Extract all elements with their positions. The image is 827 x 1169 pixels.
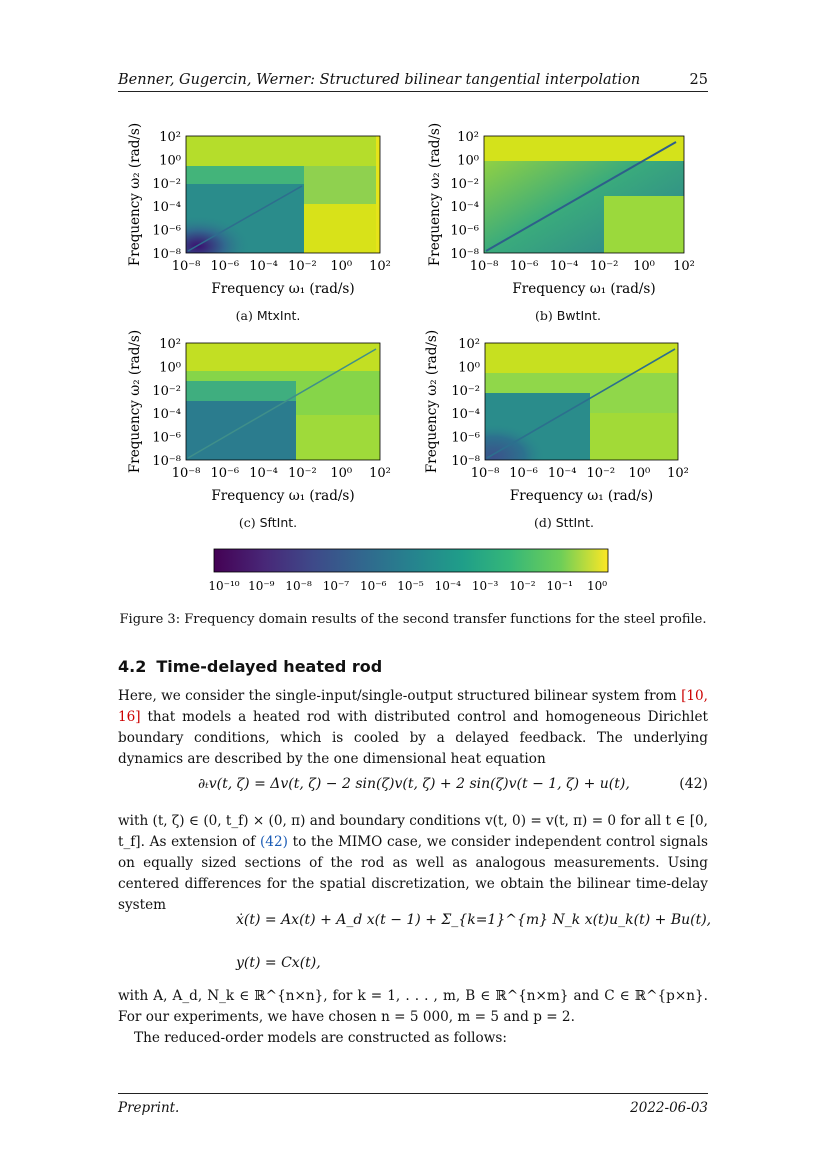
caption-d: (d) SttInt. xyxy=(534,515,594,530)
para1-text-a: Here, we consider the single-input/single-output structured bilinear system from xyxy=(118,688,682,704)
paragraph-4: The reduced-order models are constructed as follows: xyxy=(134,1030,507,1046)
footer xyxy=(118,1100,708,1116)
equation-42: ∂ₜv(t, ζ) = Δv(t, ζ) − 2 sin(ζ)v(t, ζ) + 2 sin(ζ)v(t − 1, ζ) + u(t), xyxy=(198,776,630,792)
x-tick-label: 10⁻⁶ xyxy=(210,466,240,481)
x-tick-label: 10⁻⁶ xyxy=(210,259,240,274)
colorbar xyxy=(210,545,620,599)
x-tick-label: 10⁰ xyxy=(330,466,353,481)
heatmap-b xyxy=(426,122,706,301)
para2-text-b: to the MIMO case, we consider independent control signals on equally sized sections of the rod as well as analogous measurements. Using centered differences for the spatial discretization, we obtain the bilinear time-delay system xyxy=(118,834,708,913)
y-tick-label: 10⁻⁶ xyxy=(152,223,181,239)
y-axis-label: Frequency ω₂ (rad/s) xyxy=(127,122,143,267)
x-tick-label: 10² xyxy=(673,259,695,274)
footer-date: 2022-06-03 xyxy=(630,1100,708,1116)
footer-rule xyxy=(118,1093,708,1094)
x-tick-label: 10⁻⁴ xyxy=(547,466,577,481)
paragraph-2 xyxy=(118,811,708,916)
page-number: 25 xyxy=(689,72,708,88)
x-tick-label: 10² xyxy=(369,466,391,481)
y-tick-label: 10⁻⁴ xyxy=(152,200,181,216)
y-tick-label: 10² xyxy=(159,337,181,352)
x-tick-label: 10² xyxy=(369,259,391,274)
y-tick-label: 10⁻⁸ xyxy=(450,247,479,262)
y-tick-label: 10² xyxy=(458,337,480,352)
equation-number-42: (42) xyxy=(679,776,708,792)
x-tick-label: 10⁻⁶ xyxy=(509,466,538,481)
heatmap-a xyxy=(126,122,406,301)
x-tick-label: 10⁻⁴ xyxy=(549,259,579,274)
colorbar-svg xyxy=(210,545,620,595)
colorbar-tick-label: 10⁻⁴ xyxy=(434,579,462,593)
section-title: Time-delayed heated rod xyxy=(156,657,383,676)
x-tick-label: 10⁻² xyxy=(288,259,317,274)
y-tick-label: 10⁻⁶ xyxy=(451,430,480,446)
y-axis-label: Frequency ω₂ (rad/s) xyxy=(424,329,440,474)
x-tick-label: 10⁰ xyxy=(633,259,655,274)
x-tick-label: 10⁻⁴ xyxy=(249,466,278,481)
y-tick-label: 10⁻⁶ xyxy=(450,223,479,239)
colorbar-tick-label: 10⁻³ xyxy=(471,579,499,593)
y-tick-label: 10⁻⁴ xyxy=(450,200,479,216)
caption-a: (a) MtxInt. xyxy=(235,308,301,323)
para2-text-a: with (t, ζ) ∈ (0, t_f) × (0, π) and boundary conditions v(t, 0) = v(t, π) = 0 for all t ∈ [0, t_f]. As extension of xyxy=(118,813,708,850)
x-tick-label: 10⁻⁴ xyxy=(249,259,278,274)
y-tick-label: 10⁻⁸ xyxy=(451,454,480,469)
x-tick-label: 10⁰ xyxy=(628,466,651,481)
colorbar-tick-label: 10⁻¹ xyxy=(546,579,573,593)
y-tick-label: 10⁰ xyxy=(457,153,479,169)
x-tick-label: 10⁻⁸ xyxy=(470,466,500,481)
equation-ref-link[interactable]: (42) xyxy=(260,834,288,850)
header-rule xyxy=(118,91,708,92)
colorbar-tick-label: 10⁻¹⁰ xyxy=(208,579,240,593)
heatmap-d xyxy=(423,329,703,508)
system-equation-line1: ẋ(t) = Ax(t) + A_d x(t − 1) + Σ_{k=1}^{m} N_k x(t)u_k(t) + Bu(t), xyxy=(236,912,712,928)
para1-text-b: that models a heated rod with distributed control and homogeneous Dirichlet boundary conditions, which is cooled by a delayed feedback. The underlying dynamics are described by the one dimensional heat equation xyxy=(118,709,708,767)
footer-left: Preprint. xyxy=(118,1100,180,1116)
colorbar-tick-label: 10⁻² xyxy=(509,579,536,593)
panel-b xyxy=(426,122,706,305)
x-tick-label: 10⁻⁸ xyxy=(171,466,201,481)
y-tick-label: 10⁻² xyxy=(451,383,480,399)
y-axis-label: Frequency ω₂ (rad/s) xyxy=(427,122,443,267)
running-header xyxy=(118,72,708,88)
colorbar-tick-label: 10⁻⁷ xyxy=(322,579,350,593)
y-axis-label: Frequency ω₂ (rad/s) xyxy=(127,329,143,474)
y-tick-label: 10⁻⁸ xyxy=(152,247,181,262)
y-tick-label: 10⁰ xyxy=(159,360,181,376)
y-tick-label: 10² xyxy=(159,130,181,145)
x-tick-label: 10⁻² xyxy=(589,259,619,274)
caption-b: (b) BwtInt. xyxy=(535,308,601,323)
colorbar-tick-label: 10⁰ xyxy=(586,579,608,593)
y-tick-label: 10⁻⁴ xyxy=(152,407,181,423)
y-tick-label: 10⁻⁴ xyxy=(451,407,480,423)
y-tick-label: 10⁻² xyxy=(152,176,181,192)
y-tick-label: 10² xyxy=(457,130,479,145)
x-tick-label: 10⁻² xyxy=(288,466,317,481)
y-tick-label: 10⁰ xyxy=(458,360,480,376)
x-axis-label: Frequency ω₁ (rad/s) xyxy=(211,281,355,297)
colorbar-tick-label: 10⁻⁹ xyxy=(248,579,275,593)
colorbar-tick-label: 10⁻⁵ xyxy=(397,579,424,593)
section-heading xyxy=(118,657,382,676)
x-tick-label: 10⁻⁶ xyxy=(509,259,539,274)
colorbar-gradient xyxy=(214,549,608,572)
x-axis-label: Frequency ω₁ (rad/s) xyxy=(512,281,656,297)
y-tick-label: 10⁻² xyxy=(450,176,479,192)
system-equation-line2: y(t) = Cx(t), xyxy=(236,955,321,971)
panel-d xyxy=(423,329,703,512)
paragraph-3: with A, A_d, N_k ∈ ℝ^{n×n}, for k = 1, . . . , m, B ∈ ℝ^{n×m} and C ∈ ℝ^{p×n}. For our experiments, we have chosen n = 5 000, m = 5 and p = 2. xyxy=(118,988,708,1025)
x-tick-label: 10⁻² xyxy=(586,466,616,481)
y-tick-label: 10⁻² xyxy=(152,383,181,399)
x-tick-label: 10² xyxy=(667,466,689,481)
y-tick-label: 10⁻⁶ xyxy=(152,430,181,446)
x-tick-label: 10⁰ xyxy=(330,259,353,274)
x-tick-label: 10⁻⁸ xyxy=(469,259,499,274)
colorbar-tick-label: 10⁻⁶ xyxy=(359,579,387,593)
y-tick-label: 10⁻⁸ xyxy=(152,454,181,469)
figure-caption: Figure 3: Frequency domain results of the second transfer functions for the steel profile. xyxy=(119,612,707,627)
y-tick-label: 10⁰ xyxy=(159,153,181,169)
header-title: Benner, Gugercin, Werner: Structured bilinear tangential interpolation xyxy=(118,72,641,88)
x-tick-label: 10⁻⁸ xyxy=(171,259,201,274)
section-number: 4.2 xyxy=(118,657,147,676)
panel-c xyxy=(126,329,406,512)
citation-link[interactable]: [10, 16] xyxy=(118,688,708,725)
panel-a xyxy=(126,122,406,305)
x-axis-label: Frequency ω₁ (rad/s) xyxy=(211,488,355,504)
paragraph-1 xyxy=(118,686,708,770)
heatmap-c xyxy=(126,329,406,508)
caption-c: (c) SftInt. xyxy=(238,515,298,530)
x-axis-label: Frequency ω₁ (rad/s) xyxy=(509,488,654,504)
colorbar-tick-label: 10⁻⁸ xyxy=(285,579,312,593)
